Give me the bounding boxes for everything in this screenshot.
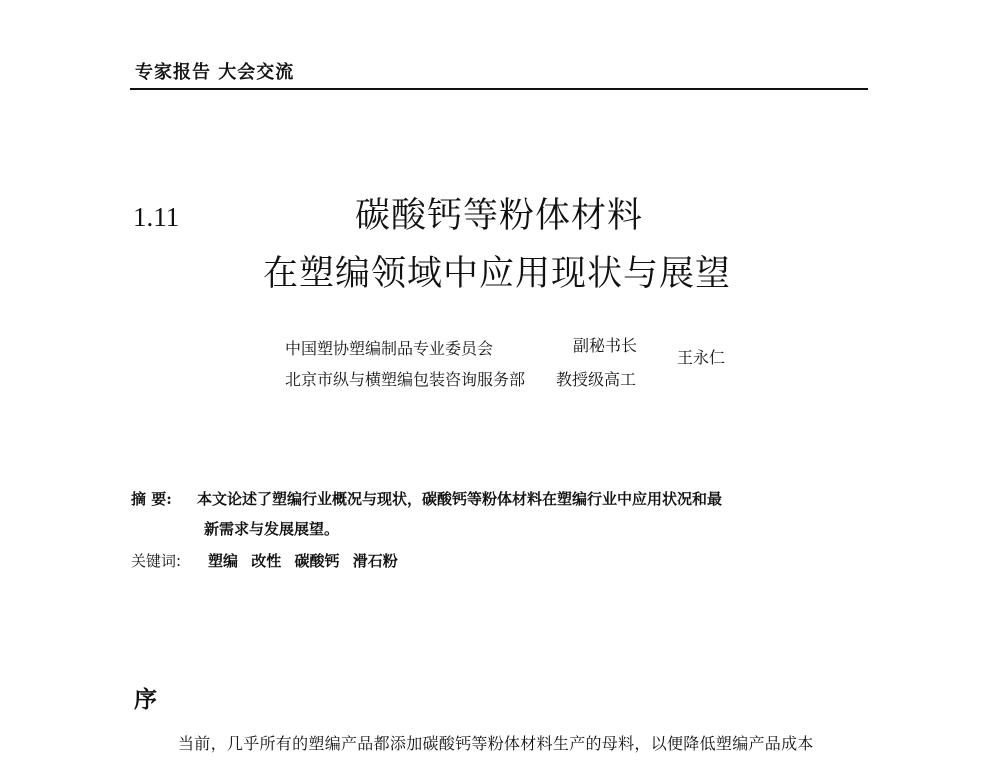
affiliation-organization-2: 北京市纵与横塑编包装咨询服务部: [285, 370, 526, 389]
abstract-label: 摘 要:: [131, 490, 172, 508]
author-position-1: 副秘书长: [573, 336, 638, 355]
keyword: 塑编: [208, 552, 239, 570]
keywords-list: [208, 550, 406, 571]
body-paragraph-line-1: 当前，几乎所有的塑编产品都添加碳酸钙等粉体材料生产的母料，以便降低塑编产品成本: [178, 734, 814, 753]
author-position-2: 教授级高工: [556, 370, 637, 389]
article-title-line-2: 在塑编领域中应用现状与展望: [263, 254, 732, 294]
keyword: 滑石粉: [352, 552, 398, 570]
running-header: 专家报告 大会交流: [135, 62, 295, 83]
keyword: 碳酸钙: [294, 552, 340, 570]
abstract-text-line-2: 新需求与发展展望。: [204, 520, 340, 538]
author-name: 王永仁: [677, 348, 726, 367]
keywords-label: 关键词:: [131, 552, 182, 570]
keyword: 改性: [251, 552, 282, 570]
section-heading: 序: [134, 687, 157, 713]
section-number: 1.11: [133, 202, 180, 232]
article-title-line-1: 碳酸钙等粉体材料: [355, 196, 644, 236]
affiliation-organization-1: 中国塑协塑编制品专业委员会: [285, 339, 494, 358]
abstract-text-line-1: 本文论述了塑编行业概况与现状，碳酸钙等粉体材料在塑编行业中应用状况和最: [197, 490, 723, 508]
header-divider: [130, 88, 868, 90]
